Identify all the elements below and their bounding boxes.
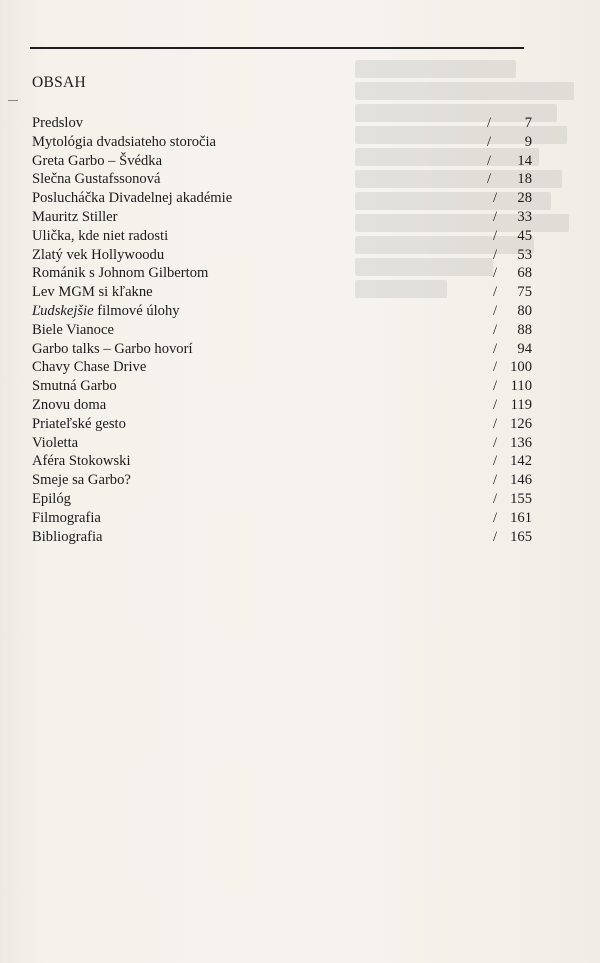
toc-separator: / <box>492 509 498 526</box>
top-rule <box>30 47 524 49</box>
toc-page-number: 165 <box>510 528 532 545</box>
toc-page-number: 161 <box>510 509 532 526</box>
toc-entry-title <box>32 302 180 321</box>
toc-entry <box>32 114 532 133</box>
toc-entry-title: Bibliografia <box>32 528 103 545</box>
toc-entry-title: Slečna Gustafssonová <box>32 171 161 188</box>
toc-heading: OBSAH <box>32 74 87 91</box>
toc-page-number: 9 <box>524 133 532 150</box>
toc-separator: / <box>486 152 492 169</box>
toc-page-number: 14 <box>517 152 532 169</box>
toc-separator: / <box>492 453 498 470</box>
toc-page-number: 18 <box>517 171 532 188</box>
margin-mark <box>8 100 18 101</box>
toc-page-number: 136 <box>510 434 532 451</box>
toc-entry-title: Zlatý vek Hollywoodu <box>32 246 165 263</box>
toc-entry-title: Smutná Garbo <box>32 378 117 395</box>
toc-page-number: 142 <box>510 453 532 470</box>
toc-entry-title: Garbo talks – Garbo hovorí <box>32 340 193 357</box>
toc-page-number: 155 <box>510 490 532 507</box>
toc-entry <box>32 302 532 321</box>
toc-separator: / <box>492 284 498 301</box>
toc-separator: / <box>492 340 498 357</box>
toc-page-number: 53 <box>517 246 532 263</box>
toc-entry <box>32 358 532 377</box>
toc-entry <box>32 227 532 246</box>
toc-page-number: 100 <box>510 359 532 376</box>
toc-entry <box>32 283 532 302</box>
toc-entry-title: Violetta <box>32 434 79 451</box>
toc-entry-title: Filmografia <box>32 509 101 526</box>
toc-separator: / <box>492 396 498 413</box>
toc-entry-title: Biele Vianoce <box>32 321 114 338</box>
toc-entry-title: Aféra Stokowski <box>32 453 131 470</box>
toc-entry-title: Poslucháčka Divadelnej akadémie <box>32 190 233 207</box>
toc-entry <box>32 396 532 415</box>
toc-separator: / <box>492 227 498 244</box>
toc-entry <box>32 434 532 453</box>
toc-separator: / <box>492 208 498 225</box>
toc-page-number: 94 <box>517 340 532 357</box>
toc-separator: / <box>492 246 498 263</box>
toc-entry-title: Smeje sa Garbo? <box>32 472 131 489</box>
table-of-contents <box>32 114 532 546</box>
toc-separator: / <box>492 265 498 282</box>
toc-separator: / <box>492 528 498 545</box>
toc-entry <box>32 452 532 471</box>
toc-entry <box>32 133 532 152</box>
toc-entry <box>32 490 532 509</box>
toc-separator: / <box>492 190 498 207</box>
toc-entry <box>32 152 532 171</box>
toc-entry-title: Epilóg <box>32 490 71 507</box>
toc-separator: / <box>486 115 492 131</box>
toc-separator: / <box>486 133 492 150</box>
toc-separator: / <box>492 415 498 432</box>
toc-entry <box>32 189 532 208</box>
toc-entry-title-rest: filmové úlohy <box>93 302 180 319</box>
toc-entry-title: Znovu doma <box>32 396 107 413</box>
toc-entry-title: Predslov <box>32 115 84 131</box>
toc-page-number: 110 <box>510 378 532 395</box>
toc-separator: / <box>492 434 498 451</box>
toc-entry-title: Chavy Chase Drive <box>32 359 147 376</box>
toc-entry <box>32 509 532 528</box>
toc-entry-title-italic: Ľudskejšie <box>32 302 94 319</box>
toc-entry <box>32 246 532 265</box>
toc-page-number: 146 <box>510 472 532 489</box>
toc-entry-title: Románik s Johnom Gilbertom <box>32 265 209 282</box>
toc-page-number: 75 <box>517 284 532 301</box>
toc-separator: / <box>492 302 498 319</box>
toc-entry-title: Lev MGM si kľakne <box>32 284 153 301</box>
toc-entry-title: Greta Garbo – Švédka <box>32 152 163 169</box>
toc-page-number: 88 <box>517 321 532 338</box>
toc-page-number: 68 <box>517 265 532 282</box>
toc-separator: / <box>492 359 498 376</box>
toc-page-number: 28 <box>517 190 532 207</box>
toc-page-number: 126 <box>510 415 532 432</box>
toc-entry <box>32 471 532 490</box>
toc-entry <box>32 528 532 547</box>
toc-separator: / <box>492 472 498 489</box>
toc-page-number: 7 <box>524 115 532 131</box>
toc-page-number: 119 <box>510 396 532 413</box>
toc-entry-title: Ulička, kde niet radosti <box>32 227 169 244</box>
toc-page-number: 80 <box>517 302 532 319</box>
toc-page-number: 45 <box>517 227 532 244</box>
toc-page-number: 33 <box>517 208 532 225</box>
toc-entry <box>32 415 532 434</box>
toc-entry <box>32 208 532 227</box>
toc-entry <box>32 321 532 340</box>
toc-entry <box>32 340 532 359</box>
toc-entry-title: Mauritz Stiller <box>32 208 118 225</box>
toc-separator: / <box>492 378 498 395</box>
toc-entry <box>32 377 532 396</box>
toc-separator: / <box>492 490 498 507</box>
toc-entry-title: Mytológia dvadsiateho storočia <box>32 133 217 150</box>
toc-separator: / <box>492 321 498 338</box>
toc-entry <box>32 264 532 283</box>
toc-separator: / <box>486 171 492 188</box>
toc-entry-title: Priateľské gesto <box>32 415 126 432</box>
toc-entry <box>32 170 532 189</box>
